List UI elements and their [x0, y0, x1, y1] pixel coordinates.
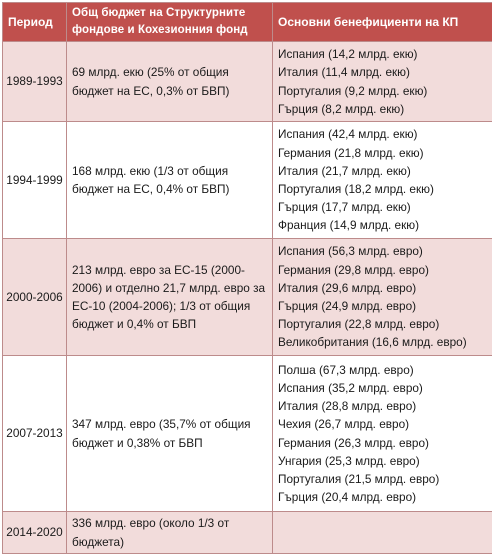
beneficiary-item: Испания (56,3 млрд. евро) [278, 244, 423, 259]
beneficiary-item: Германия (29,8 млрд. евро) [278, 262, 429, 277]
table-row [3, 41, 492, 121]
beneficiaries-cell [273, 512, 492, 553]
beneficiary-list [278, 242, 467, 351]
beneficiaries-cell [273, 122, 492, 238]
beneficiary-item: Италия (11,4 млрд. екю) [278, 65, 410, 80]
beneficiary-item: Италия (29,6 млрд. евро) [278, 280, 417, 295]
period-cell: 1989-1993 [3, 42, 67, 121]
beneficiary-item: Португалия (9,2 млрд. екю) [278, 83, 428, 98]
beneficiary-item: Гърция (24,9 млрд. евро) [278, 299, 417, 313]
beneficiary-item: Чехия (26,7 млрд. евро) [278, 417, 410, 432]
beneficiary-list [278, 45, 427, 118]
beneficiary-item: Германия (21,8 млрд. екю) [278, 145, 424, 160]
table-row [3, 121, 492, 238]
beneficiary-list [278, 125, 434, 234]
beneficiary-item: Франция (14,9 млрд. екю) [278, 218, 420, 233]
beneficiary-item: Полша (67,3 млрд. евро) [278, 362, 414, 377]
beneficiary-item: Унгария (25,3 млрд. евро) [278, 453, 420, 468]
table-header-row [3, 3, 492, 41]
beneficiary-list [278, 361, 439, 507]
beneficiary-item: Испания (35,2 млрд. евро) [278, 380, 423, 395]
beneficiary-item: Италия (21,7 млрд. екю) [278, 163, 411, 178]
period-cell: 1994-1999 [3, 122, 67, 238]
beneficiary-item: Португалия (18,2 млрд. екю) [278, 182, 434, 196]
header-beneficiaries: Основни бенефициенти на КП [278, 15, 459, 29]
beneficiary-item: Гърция (8,2 млрд. екю) [278, 101, 405, 116]
beneficiary-item: Португалия (21,5 млрд. евро) [278, 471, 440, 486]
beneficiaries-cell [273, 239, 492, 355]
budget-cell: 347 млрд. евро (35,7% от общия бюджет и 0,38% от БВП [67, 356, 273, 511]
beneficiaries-cell [273, 356, 492, 511]
beneficiary-item: Великобритания (16,6 млрд. евро) [278, 335, 467, 350]
budget-cell: 168 млрд. екю (1/3 от общия бюджет на ЕС, 0,4% от БВП) [67, 122, 273, 238]
table-row [3, 238, 492, 355]
budget-cell: 336 млрд. евро (около 1/3 от бюджета) [67, 512, 273, 553]
cohesion-budget-table [2, 2, 492, 554]
period-cell: 2000-2006 [3, 239, 67, 355]
header-period: Период [3, 3, 67, 41]
beneficiary-item: Испания (42,4 млрд. екю) [278, 127, 418, 142]
beneficiary-item: Германия (26,3 млрд. евро) [278, 435, 429, 450]
beneficiary-item: Испания (14,2 млрд. екю) [278, 47, 418, 62]
beneficiary-item: Гърция (20,4 млрд. евро) [278, 490, 417, 505]
table-row [3, 511, 492, 553]
beneficiary-item: Португалия (22,8 млрд. евро) [278, 317, 440, 332]
beneficiaries-cell [273, 42, 492, 121]
period-cell: 2007-2013 [3, 356, 67, 511]
table-row [3, 355, 492, 511]
budget-cell: 69 млрд. екю (25% от общия бюджет на ЕС, 0,3% от БВП) [67, 42, 273, 121]
beneficiary-item: Италия (28,8 млрд. евро) [278, 399, 417, 414]
budget-cell: 213 млрд. евро за ЕС-15 (2000-2006) и отделно 21,7 млрд. евро за ЕС-10 (2004-2006); 1/3 от общия бюджет и 0,4% от БВП [67, 239, 273, 355]
period-cell: 2014-2020 [3, 512, 67, 553]
header-budget: Общ бюджет на Структурните фондове и Кохезионния фонд [67, 3, 273, 41]
beneficiary-item: Гърция (17,7 млрд. екю) [278, 200, 411, 215]
